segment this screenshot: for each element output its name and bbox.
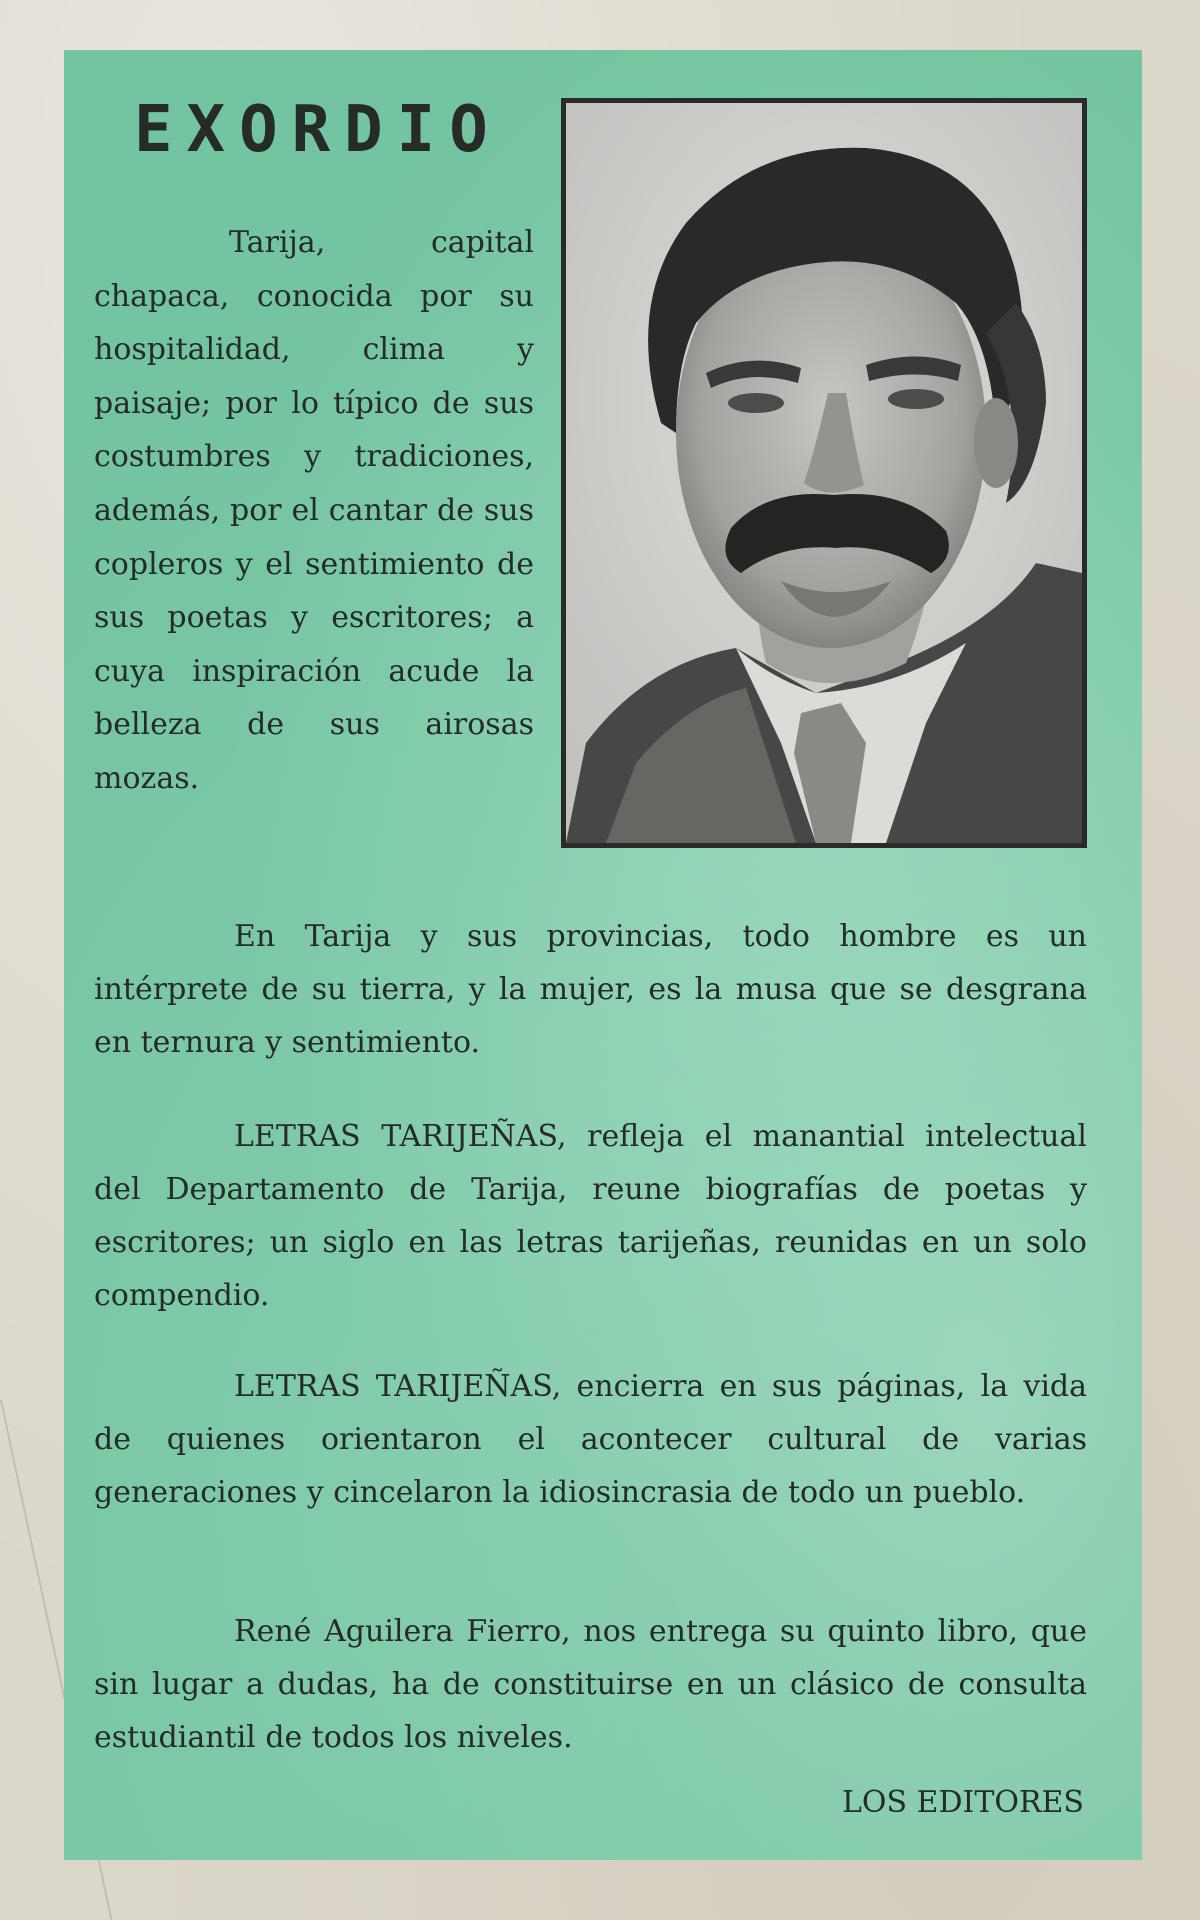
body-paragraph-3: LETRAS TARIJEÑAS, encierra en sus páginas, la vida de quienes orientaron el acontecer cultural de varias generaciones y cincelaron la idiosincrasia de todo un pueblo. — [94, 1369, 1087, 1510]
green-flap-panel — [64, 50, 1142, 1860]
body-paragraph-2: LETRAS TARIJEÑAS, refleja el manantial intelectual del Departamento de Tarija, reune biografías de poetas y escritores; un siglo en las letras tarijeñas, reunidas en un solo compendio. — [94, 1119, 1087, 1313]
body-paragraph-4: René Aguilera Fierro, nos entrega su quinto libro, que sin lugar a dudas, ha de constituirse en un clásico de consulta estudiantil de todos los niveles. — [94, 1614, 1087, 1755]
signature: LOS EDITORES — [841, 1785, 1084, 1820]
intro-paragraph: Tarija, capital chapaca, conocida por su hospitalidad, clima y paisaje; por lo típico de sus costumbres y tradiciones, además, por el cantar de sus copleros y el sentimiento de sus poetas y escritores; a cuya inspiración acude la belleza de sus airosas mozas. — [94, 225, 534, 796]
author-portrait — [561, 98, 1087, 848]
author-portrait-image — [566, 103, 1082, 843]
page-title: EXORDIO — [134, 93, 502, 167]
body-paragraph-1: En Tarija y sus provincias, todo hombre es un intérprete de su tierra, y la mujer, es la musa que se desgrana en ternura y sentimiento. — [94, 919, 1087, 1060]
